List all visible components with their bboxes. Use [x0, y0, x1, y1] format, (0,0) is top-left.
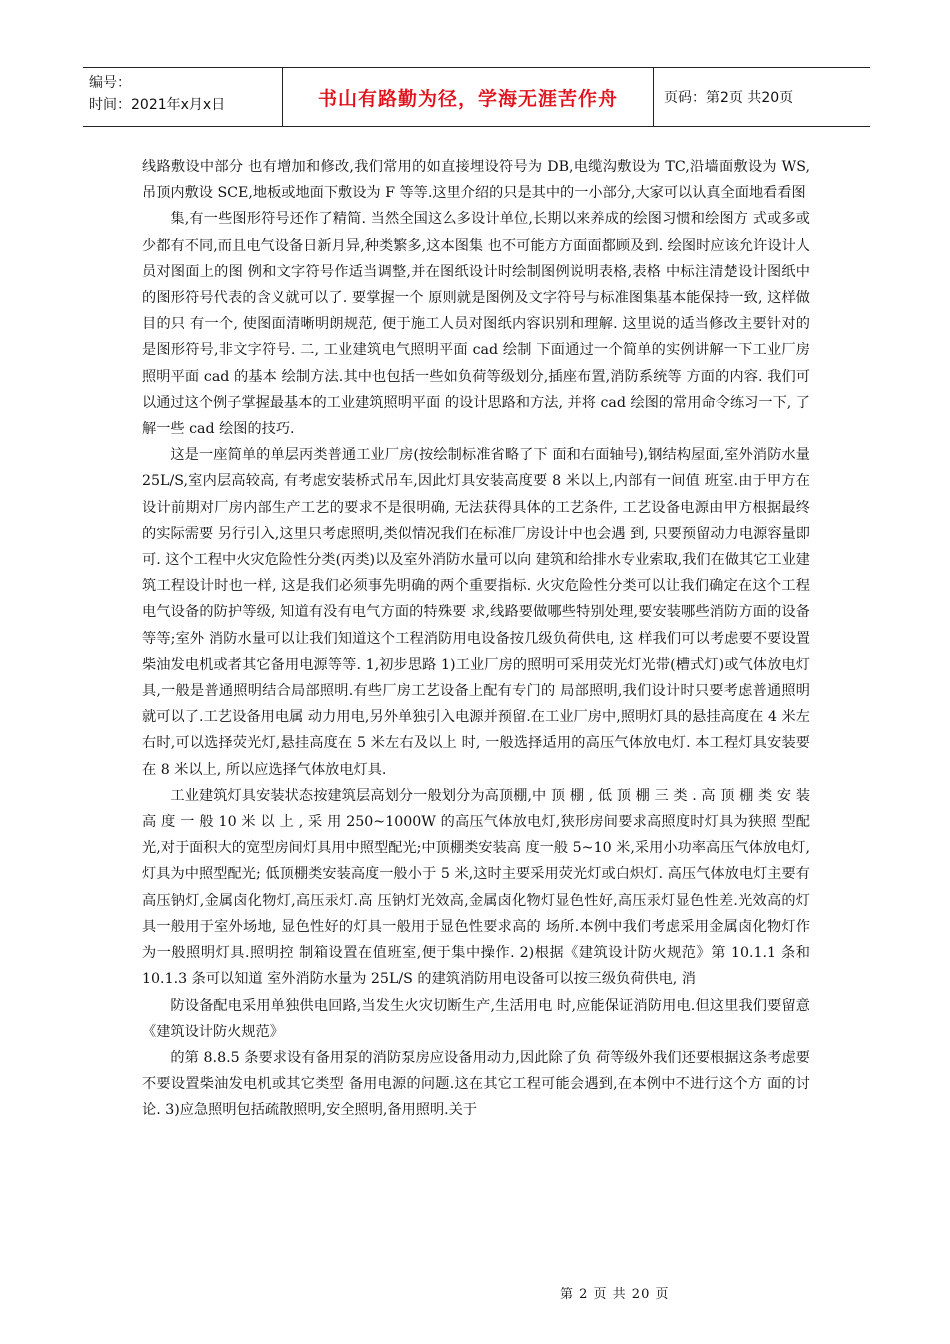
header-meta	[83, 68, 283, 126]
document-body	[142, 154, 810, 1124]
paragraph-3: 这是一座简单的单层丙类普通工业厂房(按绘制标准省略了下 面和右面轴号),钢结构屋面,室外消防水量 25L/S,室内层高较高, 有考虑安装桥式吊车,因此灯具安装高度要 8 米以上,内部有一间值 班室.由于甲方在设计前期对厂房内部生产工艺的要求不是很明确, 无法获得具体的工艺条件, 工艺设备电源由甲方根据最终的实际需要 另行引入,这里只考虑照明,类似情况我们在标准厂房设计中也会遇 到, 只要预留动力电源容量即可. 这个工程中火灾危险性分类(丙类)以及室外消防水量可以向 建筑和给排水专业索取,我们在做其它工业建筑工程设计时也一样, 这是我们必须事先明确的两个重要指标. 火灾危险性分类可以让我们确定在这个工程电气设备的防护等级, 知道有没有电气方面的特殊要 求,线路要做哪些特别处理,要安装哪些消防方面的设备等等;室外 消防水量可以让我们知道这个工程消防用电设备按几级负荷供电, 这 样我们可以考虑要不要设置柴油发电机或者其它备用电源等等. 1,初步思路 1)工业厂房的照明可采用荧光灯光带(槽式灯)或气体放电灯 具,一般是普通照明结合局部照明.有些厂房工艺设备上配有专门的 局部照明,我们设计时只要考虑普通照明就可以了.工艺设备用电属 动力用电,另外单独引入电源并预留.在工业厂房中,照明灯具的悬挂高度在 4 米左右时,可以选择荧光灯,悬挂高度在 5 米左右及以上 时, 一般选择适用的高压气体放电灯. 本工程灯具安装要在 8 米以上, 所以应选择气体放电灯具.	[142, 447, 810, 778]
document-date: 时间：2021年x月x日	[89, 97, 226, 113]
document-number-label: 编号：	[89, 75, 131, 91]
paragraph-5: 防设备配电采用单独供电回路,当发生火灾切断生产,生活用电 时,应能保证消防用电.但这里我们要留意《建筑设计防火规范》	[142, 997, 810, 1040]
header-page-info: 页码：第2页 共20页	[664, 90, 794, 106]
paragraph-2: 集,有一些图形符号还作了精简. 当然全国这么多设计单位,长期以来养成的绘图习惯和绘图方 式或多或少都有不同,而且电气设备日新月异,种类繁多,这本图集 也不可能方方面面都顾及到. 绘图时应该允许设计人员对图面上的图 例和文字符号作适当调整,并在图纸设计时绘制图例说明表格,表格 中标注清楚设计图纸中的图形符号代表的含义就可以了. 要掌握一个 原则就是图例及文字符号与标准图集基本能保持一致, 这样做目的只 有一个, 使图面清晰明朗规范, 便于施工人员对图纸内容识别和理解. 这里说的适当修改主要针对的是图形符号,非文字符号. 二, 工业建筑电气照明平面 cad 绘制 下面通过一个简单的实例讲解一下工业厂房照明平面 cad 的基本 绘制方法.其中也包括一些如负荷等级划分,插座布置,消防系统等 方面的内容. 我们可以通过这个例子掌握最基本的工业建筑照明平面 的设计思路和方法, 并将 cad 绘图的常用命令练习一下, 了解一些 cad 绘图的技巧.	[142, 211, 810, 438]
header-motto: 书山有路勤为径，学海无涯苦作舟	[283, 68, 654, 126]
paragraph-1: 线路敷设中部分 也有增加和修改,我们常用的如直接埋设符号为 DB,电缆沟敷设为 TC,沿墙面敷设为 WS,吊顶内敷设 SCE,地板或地面下敷设为 F 等等.这里介绍的只是其中的一小部分,大家可以认真全面地看看图	[142, 159, 810, 202]
page-footer: 第 2 页 共 20 页	[560, 1287, 670, 1302]
paragraph-4: 工业建筑灯具安装状态按建筑层高划分一般划分为高顶棚,中 顶 棚 , 低 顶 棚 三 类 . 高 顶 棚 类 安 装 高 度 一 般 10 米 以 上 , 采 用 250~1000W 的高压气体放电灯,狭形房间要求高照度时灯具为狭照 型配光,对于面积大的宽型房间灯具用中照型配光;中顶棚类安装高 度一般 5~10 米,采用小功率高压气体放电灯,灯具为中照型配光; 低顶棚类安装高度一般小于 5 米,这时主要采用荧光灯或白炽灯. 高压气体放电灯主要有高压钠灯,金属卤化物灯,高压汞灯.高 压钠灯光效高,金属卤化物灯显色性好,高压汞灯显色性差.光效高的灯具一般用于室外场地, 显色性好的灯具一般用于显色性要求高的 场所.本例中我们考虑采用金属卤化物灯作为一般照明灯具.照明控 制箱设置在值班室,便于集中操作. 2)根据《建筑设计防火规范》第 10.1.1 条和 10.1.3 条可以知道 室外消防水量为 25L/S 的建筑消防用电设备可以按三级负荷供电, 消	[142, 787, 810, 988]
paragraph-6: 的第 8.8.5 条要求设有备用泵的消防泵房应设备用动力,因此除了负 荷等级外我们还要根据这条考虑要不要设置柴油发电机或其它类型 备用电源的问题.这在其它工程可能会遇到,在本例中不进行这个方 面的讨论. 3)应急照明包括疏散照明,安全照明,备用照明.关于	[142, 1049, 810, 1119]
page-header	[83, 67, 870, 127]
